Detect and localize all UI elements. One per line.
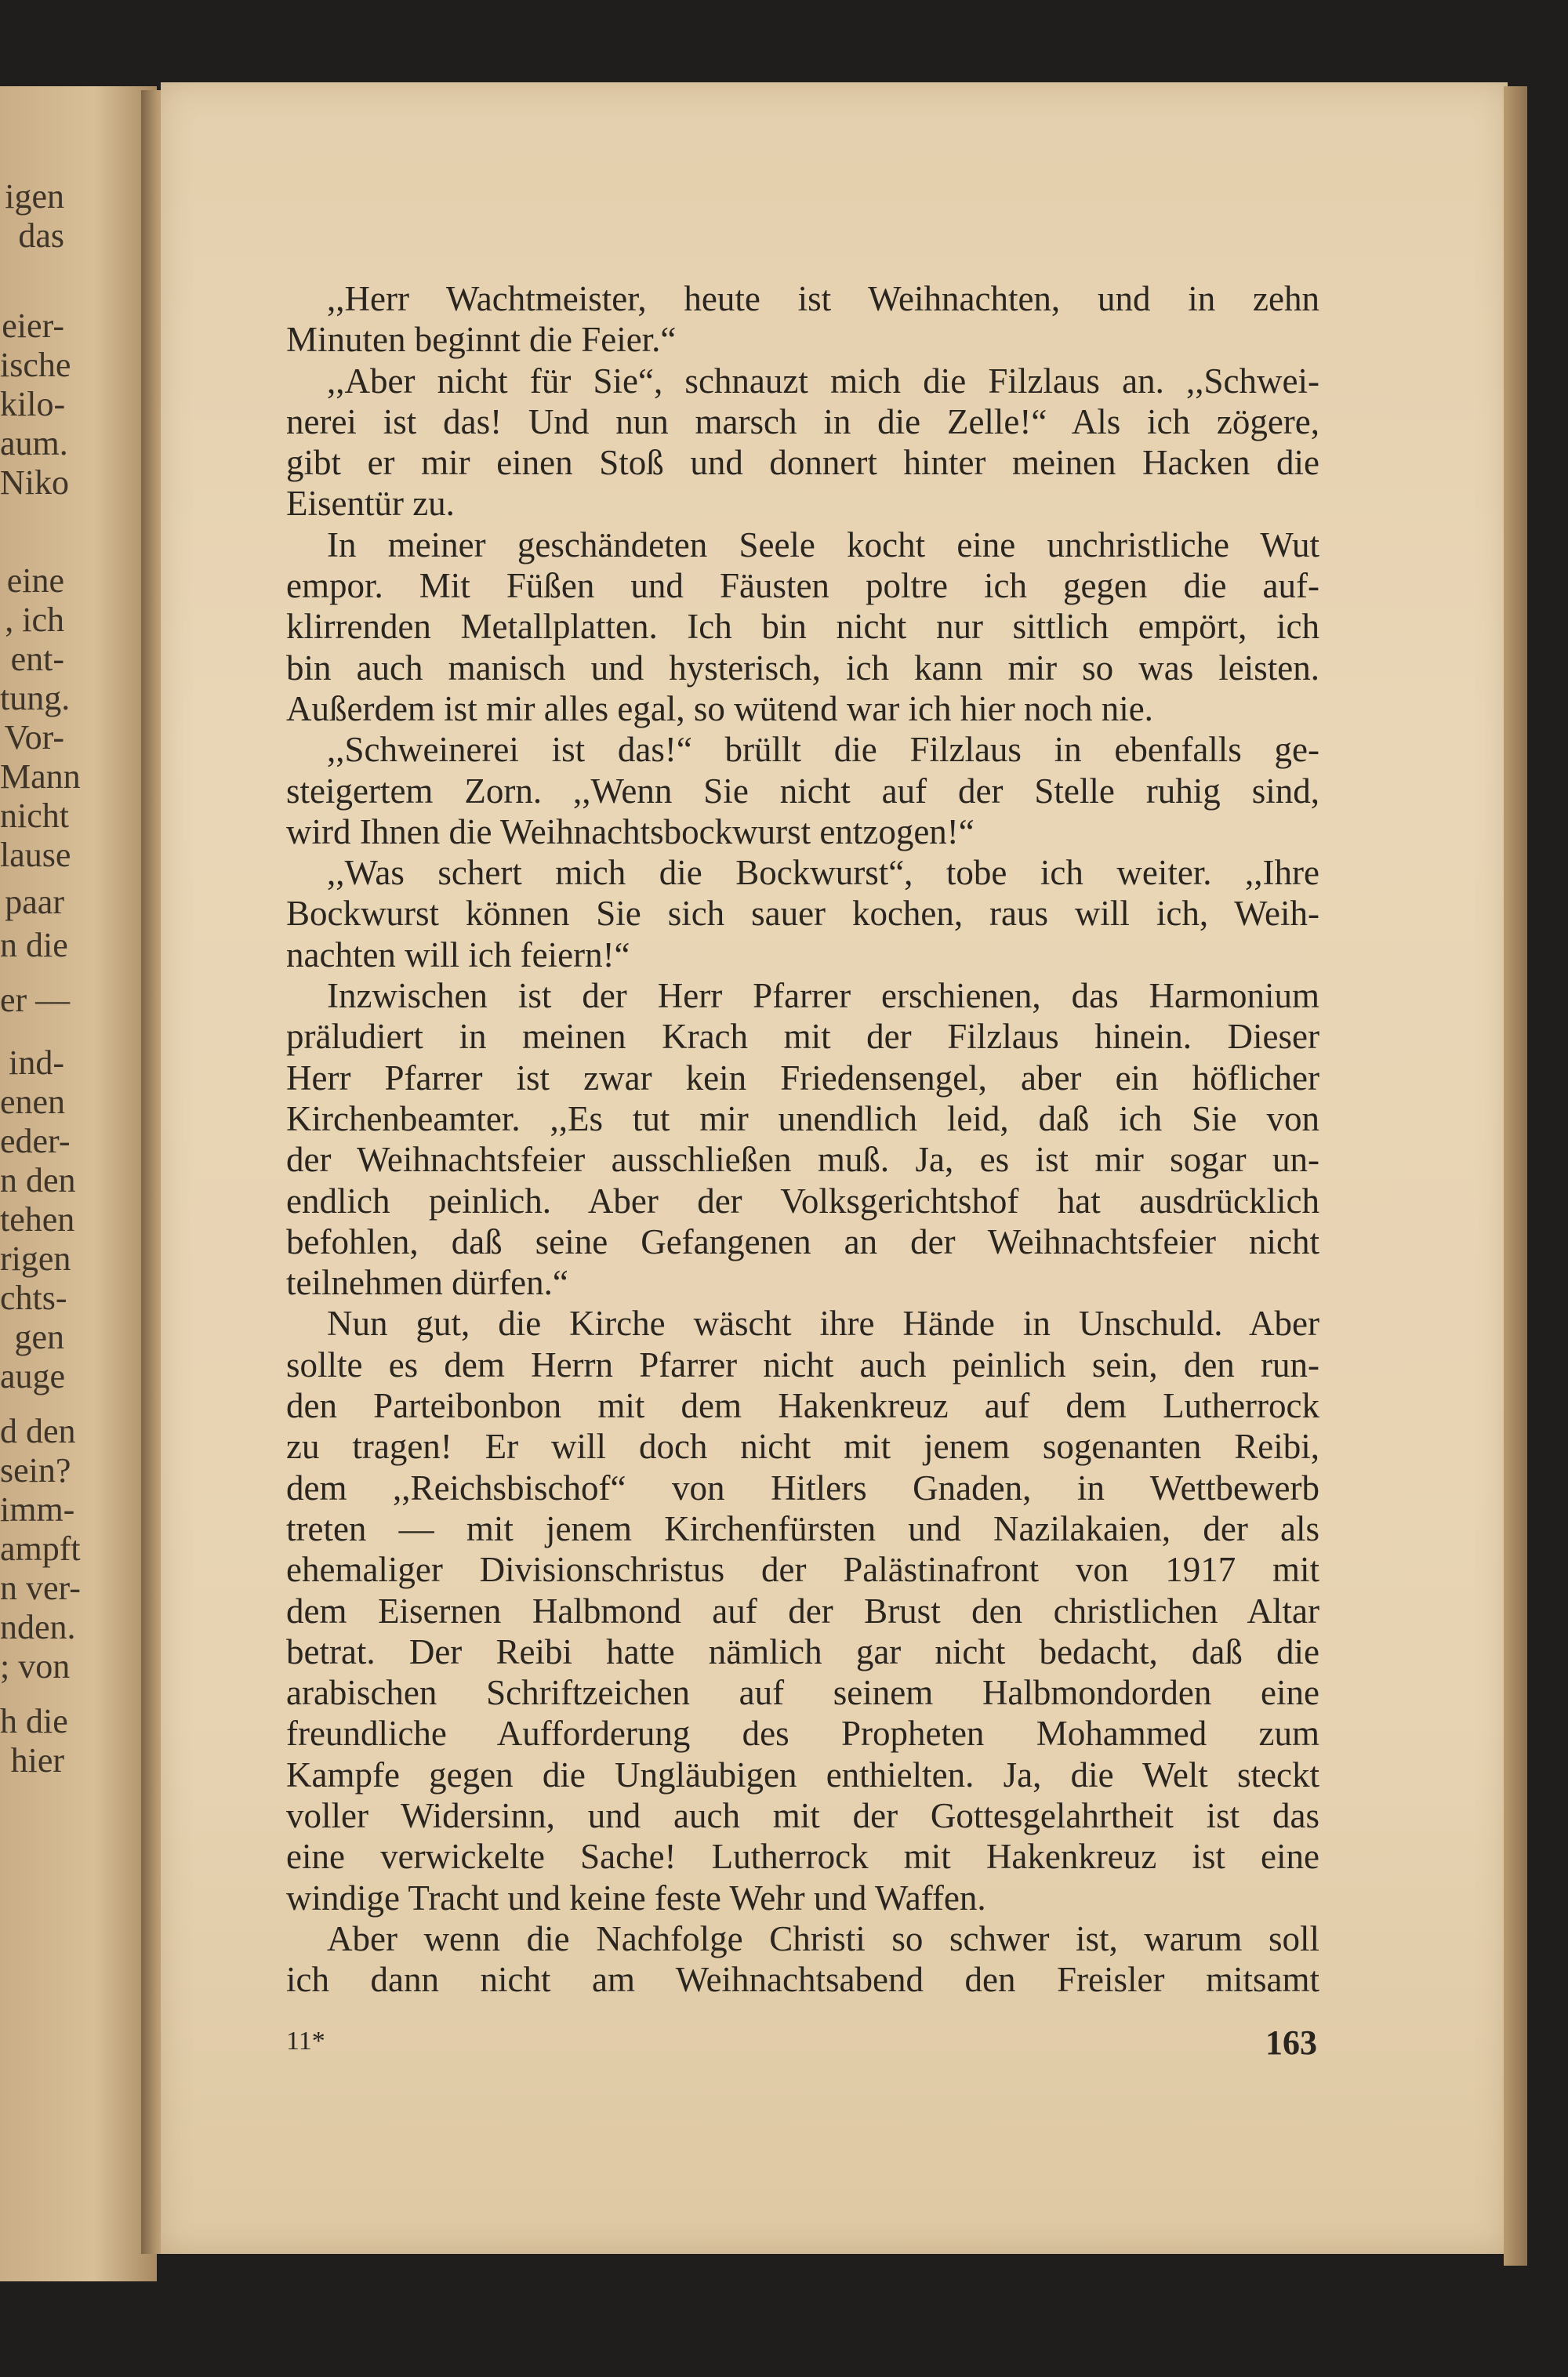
text-line: Inzwischen ist der Herr Pfarrer erschienen, das Harmonium — [327, 976, 1319, 1016]
text-line: voller Widersinn, und auch mit der Gottesgelahrtheit ist das — [286, 1795, 1319, 1835]
facing-page-fragment: rigen — [0, 1239, 71, 1278]
facing-page-fragment: er — — [0, 981, 71, 1019]
text-line: In meiner geschändeten Seele kocht eine unchristliche Wut — [327, 524, 1319, 564]
text-line: eine verwickelte Sache! Lutherrock mit Hakenkreuz ist eine — [286, 1837, 1319, 1877]
signature-mark: 11* — [286, 2027, 325, 2056]
facing-page-fragment: Niko — [0, 463, 69, 502]
text-line: ehemaliger Divisionschristus der Palästinafront von 1917 mit — [286, 1550, 1319, 1590]
text-line: Kirchenbeamter. ,,Es tut mir unendlich leid, daß ich Sie von — [286, 1098, 1319, 1138]
text-line: Außerdem ist mir alles egal, so wütend war ich hier noch nie. — [286, 688, 1153, 728]
facing-page-fragment: d den — [0, 1412, 76, 1450]
facing-page-fragment: nicht — [0, 797, 69, 835]
facing-page-fragment: igen — [5, 177, 64, 216]
text-line: präludiert in meinen Krach mit der Filzlaus hinein. Dieser — [286, 1017, 1319, 1057]
facing-page-fragment: aum. — [0, 424, 68, 463]
text-line: dem Eisernen Halbmond auf der Brust den christlichen Altar — [286, 1591, 1319, 1631]
text-line: ,,Herr Wachtmeister, heute ist Weihnachten, und in zehn — [327, 279, 1319, 318]
text-line: freundliche Aufforderung des Propheten Mohammed zum — [286, 1714, 1319, 1754]
text-line: windige Tracht und keine feste Wehr und Waffen. — [286, 1878, 986, 1918]
text-line: wird Ihnen die Weihnachtsbockwurst entzogen!“ — [286, 811, 975, 851]
facing-page-fragment: paar — [5, 883, 64, 921]
text-line: Kampfe gegen die Ungläubigen enthielten. Ja, die Welt steckt — [286, 1755, 1319, 1795]
facing-page — [0, 86, 157, 2281]
facing-page-fragment: eder- — [0, 1122, 71, 1160]
text-line: den Parteibonbon mit dem Hakenkreuz auf dem Lutherrock — [286, 1386, 1319, 1426]
facing-page-fragment: n die — [0, 926, 68, 964]
facing-page-fragment: ent- — [10, 640, 64, 678]
facing-page-fragment: enen — [0, 1083, 66, 1121]
text-line: teilnehmen dürfen.“ — [286, 1263, 568, 1303]
text-line: Aber wenn die Nachfolge Christi so schwer ist, warum soll — [327, 1918, 1319, 1958]
facing-page-fragment: hier — [10, 1741, 64, 1780]
text-line: Bockwurst können Sie sich sauer kochen, raus will ich, Weih- — [286, 894, 1319, 934]
facing-page-fragment: das — [18, 216, 64, 255]
text-line: endlich peinlich. Aber der Volksgerichtshof hat ausdrücklich — [286, 1181, 1319, 1221]
text-line: der Weihnachtsfeier ausschließen muß. Ja, es ist mir sogar un- — [286, 1140, 1319, 1180]
text-line: ,,Schweinerei ist das!“ brüllt die Filzlaus in ebenfalls ge- — [327, 730, 1319, 770]
text-line: nerei ist das! Und nun marsch in die Zelle!“ Als ich zögere, — [286, 401, 1319, 441]
text-line: ich dann nicht am Weihnachtsabend den Freisler mitsamt — [286, 1960, 1319, 2000]
text-line: zu tragen! Er will doch nicht mit jenem sogenanten Reibi, — [286, 1427, 1319, 1467]
facing-page-fragment: sein? — [0, 1451, 71, 1490]
text-line: befohlen, daß seine Gefangenen an der Weihnachtsfeier nicht — [286, 1221, 1319, 1261]
text-line: gibt er mir einen Stoß und donnert hinter meinen Hacken die — [286, 443, 1319, 483]
facing-page-fragment: gen — [14, 1318, 64, 1356]
text-line: bin auch manisch und hysterisch, ich kann mir so was leisten. — [286, 648, 1319, 688]
text-line: nachten will ich feiern!“ — [286, 934, 630, 974]
facing-page-fragment: nden. — [0, 1608, 76, 1646]
facing-page-fragment: ische — [0, 346, 71, 384]
text-line: arabischen Schriftzeichen auf seinem Halbmondorden eine — [286, 1673, 1319, 1713]
text-line: dem ,,Reichsbischof“ von Hitlers Gnaden, in Wettbewerb — [286, 1468, 1319, 1508]
facing-page-fragment: tung. — [0, 679, 71, 717]
text-line: Eisentür zu. — [286, 484, 455, 524]
facing-page-fragment: eine — [6, 561, 64, 600]
text-line: treten — mit jenem Kirchenfürsten und Nazilakaien, der als — [286, 1508, 1319, 1548]
facing-page-fragment: imm- — [0, 1490, 75, 1529]
facing-page-fragment: lause — [0, 836, 71, 874]
text-line: Herr Pfarrer ist zwar kein Friedensengel, aber ein höflicher — [286, 1058, 1319, 1098]
facing-page-fragment: kilo- — [0, 385, 66, 423]
facing-page-fragment: ampft — [0, 1530, 81, 1568]
page-edge — [1504, 86, 1527, 2266]
facing-page-fragment: n den — [0, 1161, 76, 1199]
body-text — [286, 278, 1319, 2000]
text-line: ,,Was schert mich die Bockwurst“, tobe ich weiter. ,,Ihre — [327, 853, 1319, 893]
facing-page-fragment: chts- — [0, 1279, 67, 1317]
facing-page-fragment: h die — [0, 1702, 68, 1740]
facing-page-fragment: ; von — [0, 1647, 71, 1686]
text-line: Minuten beginnt die Feier.“ — [286, 320, 677, 360]
text-line: ,,Aber nicht für Sie“, schnauzt mich die Filzlaus an. ,,Schwei- — [327, 361, 1319, 401]
facing-page-fragment: , ich — [5, 601, 64, 639]
facing-page-fragment: n ver- — [0, 1569, 81, 1607]
facing-page-fragment: Mann — [0, 757, 81, 796]
text-line: empor. Mit Füßen und Fäusten poltre ich gegen die auf- — [286, 566, 1319, 606]
page-number: 163 — [1265, 2023, 1317, 2062]
facing-page-fragment: auge — [0, 1357, 66, 1395]
facing-page-fragment: tehen — [0, 1200, 75, 1239]
text-line: klirrenden Metallplatten. Ich bin nicht nur sittlich empört, ich — [286, 607, 1319, 647]
text-line: sollte es dem Herrn Pfarrer nicht auch peinlich sein, den run- — [286, 1345, 1319, 1384]
text-line: steigertem Zorn. ,,Wenn Sie nicht auf der Stelle ruhig sind, — [286, 771, 1319, 811]
facing-page-fragment: Vor- — [4, 718, 64, 757]
text-line: betrat. Der Reibi hatte nämlich gar nicht bedacht, daß die — [286, 1631, 1319, 1671]
facing-page-fragment: eier- — [2, 307, 64, 345]
facing-page-fragment: ind- — [9, 1043, 64, 1082]
text-line: Nun gut, die Kirche wäscht ihre Hände in Unschuld. Aber — [327, 1304, 1319, 1344]
